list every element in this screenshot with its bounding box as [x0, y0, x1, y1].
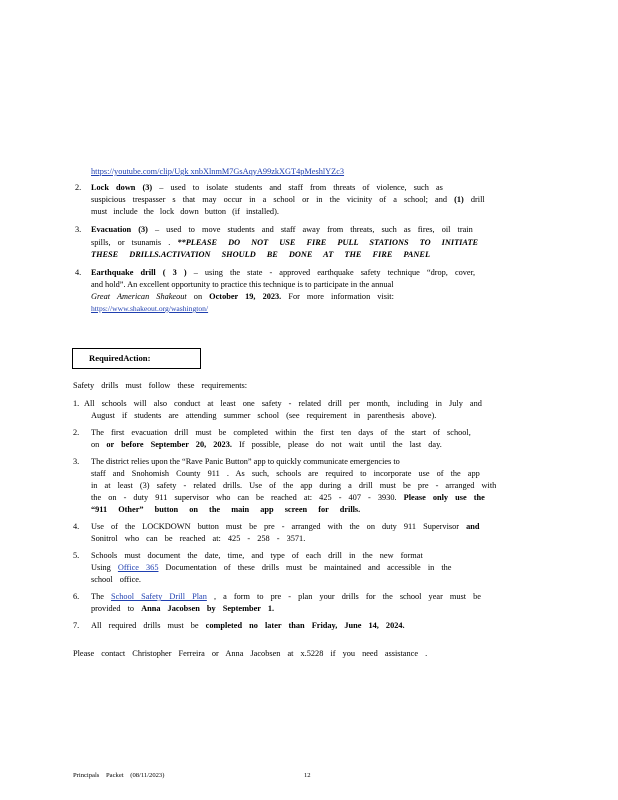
- school-safety-drill-plan-link[interactable]: School Safety Drill Plan: [110, 592, 207, 601]
- requirement-6-line2: [91, 603, 274, 614]
- lockdown-count: (3): [142, 183, 153, 192]
- requirement-3-line1: The district relies upon the “Rave Panic Button” app to quickly communicate emergencies to: [91, 457, 400, 466]
- requirement-3-emphasis: Please only use the: [403, 493, 485, 502]
- requirement-4-and: and: [466, 522, 480, 531]
- earthquake-title: Earthquake drill: [91, 268, 156, 277]
- requirement-2-line2: [91, 439, 442, 450]
- earthquake-item-line1: [91, 267, 521, 278]
- evacuation-deadline: or before September 20, 2023.: [106, 440, 232, 449]
- requirement-number: 3.: [73, 457, 80, 466]
- lockdown-item-line2: [91, 194, 527, 205]
- lockdown-title: Lock down: [91, 183, 136, 192]
- earthquake-text: – using the state - approved earthquake safety technique “drop, cover,: [193, 268, 476, 277]
- requirement-5-text: Documentation of these drills must be maintained and accessible in the: [165, 563, 452, 572]
- requirement-6-text: The: [91, 592, 104, 601]
- footer-title: Principals Packet (08/11/2023): [73, 772, 165, 779]
- shakeout-link[interactable]: https://www.shakeout.org/washington/: [91, 304, 209, 313]
- earthquake-count: ( 3 ): [162, 268, 187, 277]
- shakeout-event-name: Great American Shakeout: [91, 292, 187, 301]
- requirement-5-text: Using: [91, 563, 111, 572]
- requirement-6-text: provided to: [91, 604, 135, 613]
- requirement-number: 4.: [73, 522, 80, 531]
- evacuation-text: spills, or tsunamis .: [91, 238, 171, 247]
- requirement-6-text: , a form to pre - plan your drills for the school year must be: [213, 592, 481, 601]
- evacuation-item-line1: [91, 224, 527, 235]
- requirement-6-line1: [91, 591, 527, 602]
- evacuation-title: Evacuation: [91, 225, 132, 234]
- shakeout-on: on: [193, 292, 203, 301]
- office-365-link[interactable]: Office 365: [117, 563, 159, 572]
- youtube-link[interactable]: https://youtube.com/clip/Ugk xnbXlnmM7GsAqyA99zkXGT4pMeshlYZc3: [91, 167, 345, 176]
- requirement-2-text: on: [91, 440, 100, 449]
- requirement-5-line2: [91, 562, 521, 573]
- evacuation-warning: **PLEASE DO NOT USE FIRE PULL STATIONS TO INITIATE: [177, 238, 479, 247]
- list-number: 2.: [75, 183, 82, 192]
- requirement-1-line2: August if students are attending summer school (see requirement in parenthesis above).: [91, 411, 437, 420]
- requirement-3-line3: in at least (3) safety - related drills. Use of the app during a drill must be pre - arranged with: [91, 481, 497, 490]
- list-number: 4.: [75, 268, 82, 277]
- lockdown-text: suspicious trespasser s that may occur in a school or in the vicinity of a school; and: [91, 195, 448, 204]
- requirement-number: 6.: [73, 592, 80, 601]
- shakeout-more-info: For more information visit:: [288, 292, 394, 301]
- requirement-number: 7.: [73, 621, 80, 630]
- requirement-number: 5.: [73, 551, 80, 560]
- shakeout-date: October 19, 2023.: [209, 292, 282, 301]
- earthquake-item-line2: and hold”. An excellent opportunity to practice this technique is to participate in the annual: [91, 280, 394, 289]
- requirement-number: 2.: [73, 428, 80, 437]
- requirement-5-line1: Schools must document the date, time, and type of each drill in the new format: [91, 551, 423, 560]
- requirement-3-line5: “911 Other” button on the main app screen for drills.: [91, 505, 361, 514]
- required-action-box: [72, 348, 201, 369]
- requirements-intro: Safety drills must follow these requirements:: [73, 381, 248, 390]
- drill-completion-deadline: completed no later than Friday, June 14, 2024.: [205, 621, 405, 630]
- earthquake-item-line3: [91, 291, 394, 302]
- lockdown-drill-count: (1): [454, 195, 464, 204]
- page-number: 12: [304, 772, 311, 779]
- drill-plan-deadline: Anna Jacobsen by September 1.: [141, 604, 275, 613]
- requirement-7-text: All required drills must be: [91, 621, 199, 630]
- evacuation-item-line2: [91, 237, 511, 248]
- evacuation-text: – used to move students and staff away from threats, such as fires, oil train: [154, 225, 473, 234]
- evacuation-warning-line2: THESE DRILLS.ACTIVATION SHOULD BE DONE AT THE FIRE PANEL: [91, 250, 431, 259]
- lockdown-text: – used to isolate students and staff from threats of violence, such as: [159, 183, 443, 192]
- requirement-2-line1: The first evacuation drill must be completed within the first ten days of the start of school,: [91, 428, 471, 437]
- lockdown-text: drill: [470, 195, 485, 204]
- requirement-3-text: the on - duty 911 supervisor who can be reached at: 425 - 407 - 3930.: [91, 493, 397, 502]
- requirement-4-text: Use of the LOCKDOWN button must be pre - arranged with the on duty 911 Supervisor: [91, 522, 460, 531]
- requirement-5-line3: school office.: [91, 575, 142, 584]
- requirement-number: 1.: [73, 399, 80, 408]
- contact-line: Please contact Christopher Ferreira or Anna Jacobsen at x.5228 if you need assistance .: [73, 649, 428, 658]
- requirement-1-line1: All schools will also conduct at least one safety - related drill per month, including in July and: [84, 399, 482, 408]
- requirement-2-text: If possible, please do not wait until the last day.: [239, 440, 442, 449]
- list-number: 3.: [75, 225, 82, 234]
- requirement-7-line1: [91, 620, 405, 631]
- requirement-3-line4: [91, 492, 485, 503]
- requirement-3-line2: staff and Snohomish County 911 . As such, schools are required to incorporate use of the app: [91, 469, 480, 478]
- lockdown-item-line1: [91, 182, 527, 193]
- requirement-4-line2: Sonitrol who can be reached at: 425 - 258 - 3571.: [91, 534, 306, 543]
- required-action-heading: RequiredAction:: [89, 353, 151, 363]
- evacuation-count: (3): [138, 225, 148, 234]
- requirement-4-line1: [91, 521, 531, 532]
- lockdown-item-line3: must include the lock down button (if installed).: [91, 207, 279, 216]
